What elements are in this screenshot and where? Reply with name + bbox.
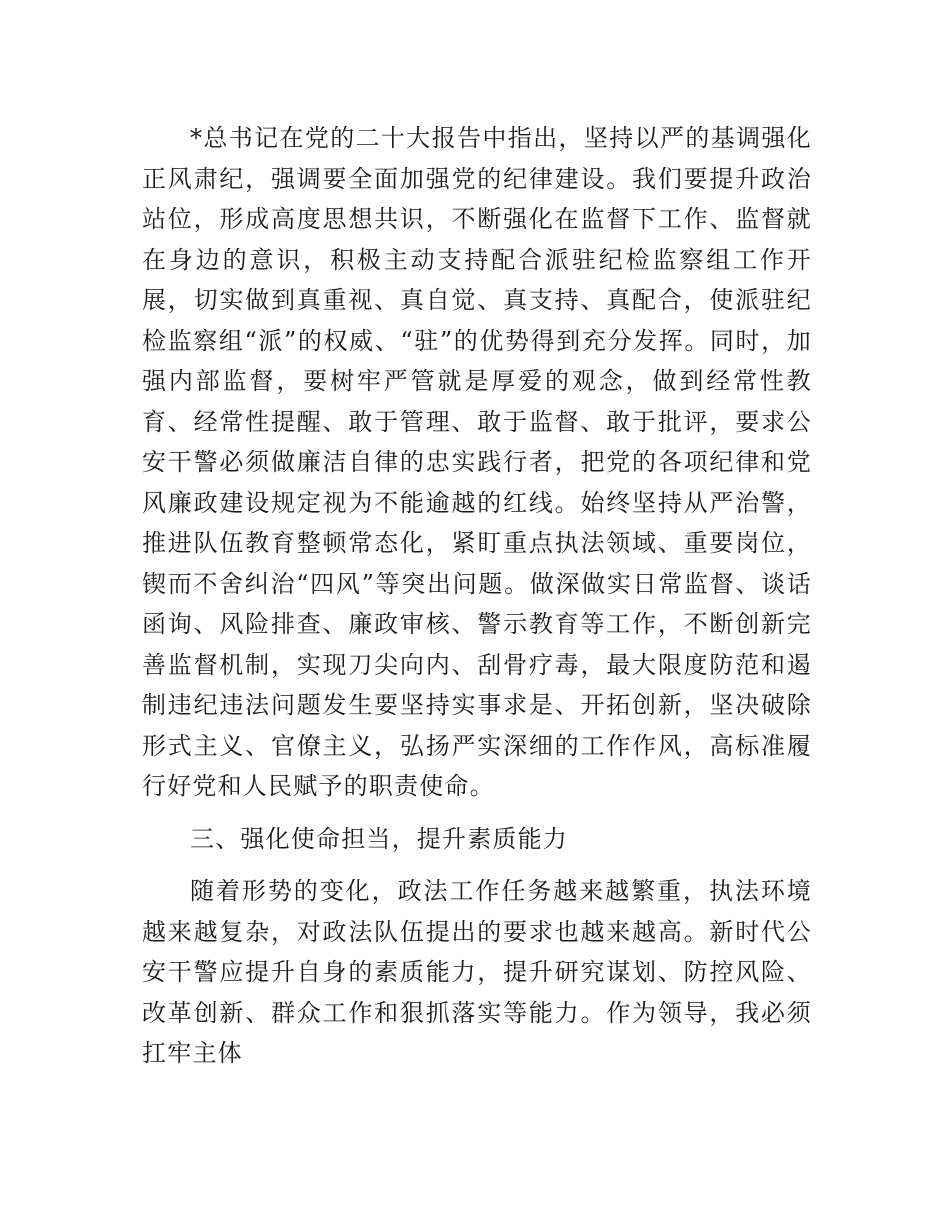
body-paragraph-2: 随着形势的变化，政法工作任务越来越繁重，执法环境越来越复杂，对政法队伍提出的要求也越来越高。新时代公安干警应提升自身的素质能力，提升研究谋划、防控风险、改革创新、群众工作和狠抓落实等能力。作为领导，我必须扛牢主体	[142, 877, 812, 1067]
document-body	[142, 118, 812, 1074]
body-paragraph-1: *总书记在党的二十大报告中指出，坚持以严的基调强化正风肃纪，强调要全面加强党的纪律建设。我们要提升政治站位，形成高度思想共识，不断强化在监督下工作、监督就在身边的意识，积极主动支持配合派驻纪检监察组工作开展，切实做到真重视、真自觉、真支持、真配合，使派驻纪检监察组“派”的权威、“驻”的优势得到充分发挥。同时，加强内部监督，要树牢严管就是厚爱的观念，做到经常性教育、经常性提醒、敢于管理、敢于监督、敢于批评，要求公安干警必须做廉洁自律的忠实践行者，把党的各项纪律和党风廉政建设规定视为不能逾越的红线。始终坚持从严治警，推进队伍教育整顿常态化，紧盯重点执法领域、重要岗位，锲而不舍纠治“四风”等突出问题。做深做实日常监督、谈话函询、风险排查、廉政审核、警示教育等工作，不断创新完善监督机制，实现刀尖向内、刮骨疗毒，最大限度防范和遏制违纪违法问题发生要坚持实事求是、开拓创新，坚决破除形式主义、官僚主义，弘扬严实深细的工作作风，高标准履行好党和人民赋予的职责使命。	[142, 124, 812, 800]
paragraph-gap	[142, 859, 812, 871]
section-heading: 三、强化使命担当，提升素质能力	[190, 824, 568, 853]
paragraph-gap	[142, 807, 812, 819]
